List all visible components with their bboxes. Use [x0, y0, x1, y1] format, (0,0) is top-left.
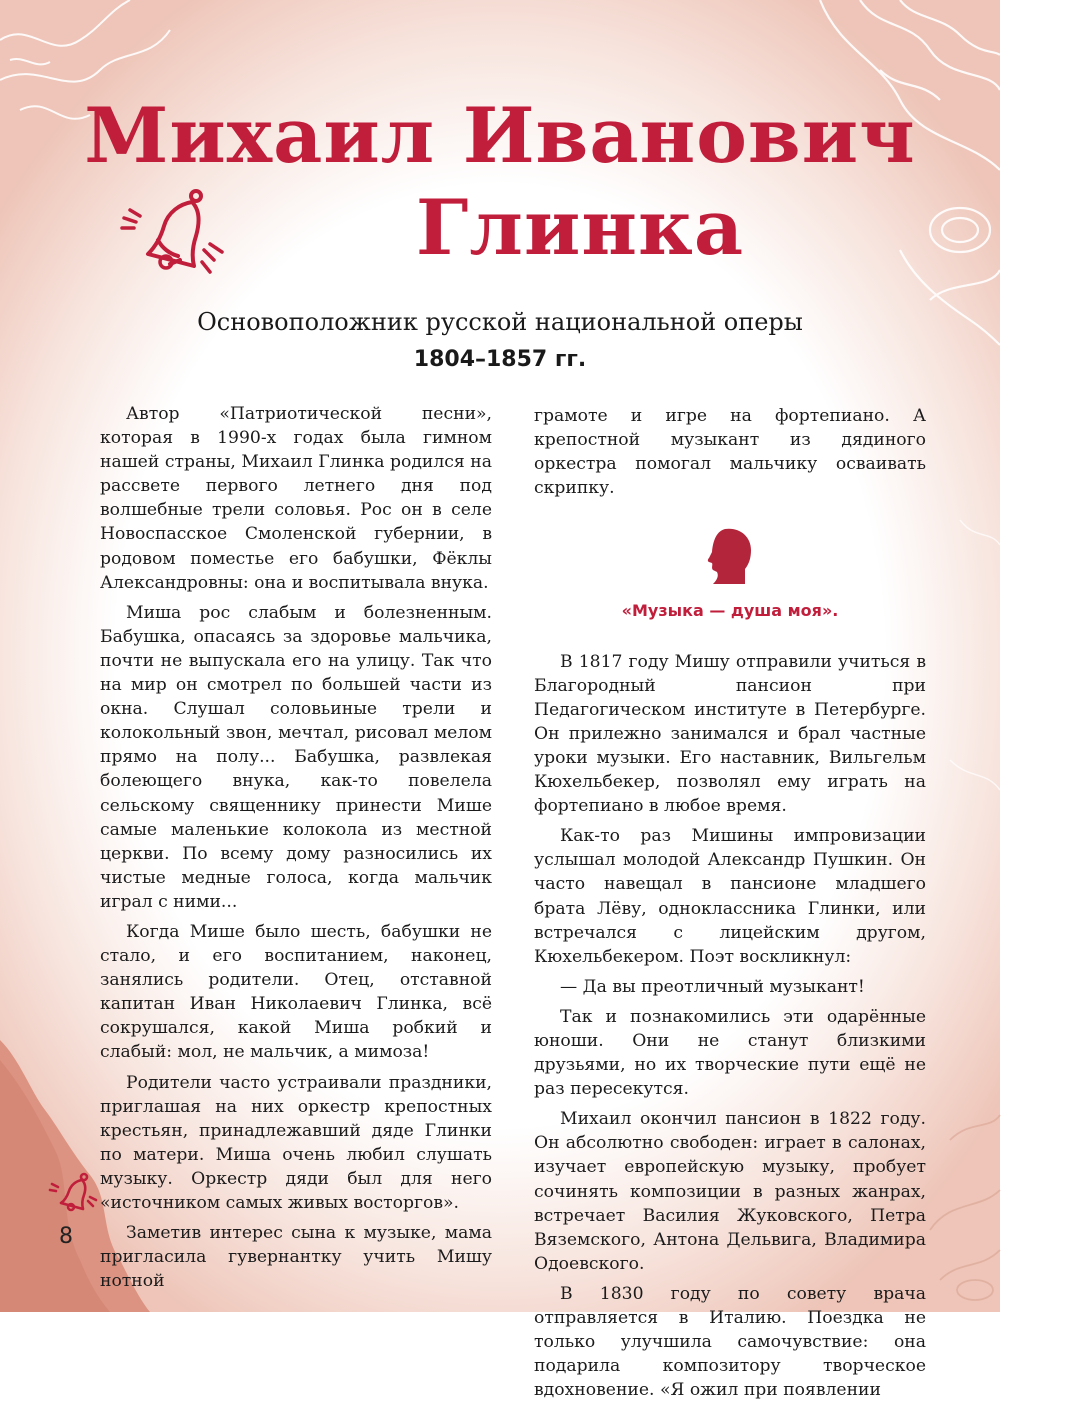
paragraph: — Да вы преотличный музыкант! [560, 976, 865, 997]
paragraph: Так и познакомились эти одарённые юноши. Они не станут близкими друзьями, но их творческие пути ещё не раз пересекутся. [534, 1006, 926, 1100]
title-line-2: Глинка [415, 183, 745, 272]
paragraph: Как-то раз Мишины импровизации услышал молодой Александр Пушкин. Он часто навещал в пансионе младшего брата Лёву, одноклассника Глинки, или встречался с лицейским другом, Кюхельбекером. Поэт воскликнул: [534, 826, 926, 967]
paragraph: Миша рос слабым и болезненным. Бабушка, опасаясь за здоровье мальчика, почти не выпускала его на улицу. Так что на мир он смотрел по большей части из окна. Слушал соловьиные трели и колокольный звон, мечтал, рисовал мелом прямо на полу... Бабушка, развлекая болеющего внука, как-то повелела сельскому священнику принести Мише самые маленькие колокола из местной церкви. По всему дому разносились их чистые медные голоса, когда мальчик играл с ними... [100, 602, 492, 912]
paragraph: Автор «Патриотической песни», которая в 1990-х годах была гимном нашей страны, Михаил Глинка родился на рассвете первого летнего дня под волшебные трели соловья. Рос он в селе Новоспасское Смоленской губернии, в родовом поместье его бабушки, Фёклы Александровны: она и воспитывала внука. [100, 404, 492, 593]
bell-icon [46, 1170, 98, 1216]
title-line-1: Михаил Иванович [84, 91, 916, 180]
silhouette-icon [699, 526, 761, 588]
paragraph: В 1830 году по совету врача отправляется в Италию. Поездка не только улучшила самочувствие: она подарила композитору творческое вдохновение. «Я ожил при появлении [534, 1283, 926, 1401]
left-column [100, 402, 492, 1299]
right-column [534, 404, 926, 1408]
quote-text: «Музыка — душа моя». [621, 601, 839, 621]
page-number: 8 [59, 1224, 73, 1249]
subtitle: Основоположник русской национальной оперы [197, 308, 803, 336]
life-years: 1804–1857 гг. [413, 347, 587, 372]
paragraph: Михаил окончил пансион в 1822 году. Он абсолютно свободен: играет в салонах, изучает европейскую музыку, пробует сочинять композиции в разных жанрах, встречает Василия Жуковского, Петра Вяземского, Антона Дельвига, Владимира Одоевского. [534, 1109, 926, 1274]
paragraph: В 1817 году Мишу отправили учиться в Благородный пансион при Педагогическом институте в Петербурге. Он прилежно занимался и брал частные уроки музыки. Его наставник, Вильгельм Кюхельбекер, позволял ему играть на фортепиано в любое время. [534, 651, 926, 817]
quote-block [534, 526, 926, 623]
paragraph: Родители часто устраивали праздники, приглашая на них оркестр крепостных крестьян, принадлежавший дяде Глинки по матери. Миша очень любил слушать музыку. Оркестр дяди был для него «источником самых живых восторгов». [100, 1072, 492, 1213]
paragraph: Заметив интерес сына к музыке, мама пригласила гувернантку учить Мишу нотной [100, 1223, 492, 1292]
paragraph-continued: грамоте и игре на фортепиано. А крепостной музыкант из дядиного оркестра помогал мальчику осваивать скрипку. [534, 406, 926, 499]
paragraph: Когда Мише было шесть, бабушки не стало, и его воспитанием, наконец, занялись родители. Отец, отставной капитан Иван Николаевич Глинка, всё сокрушался, какой Миша робкий и слабый: мол, не мальчик, а мимоза! [100, 921, 492, 1063]
